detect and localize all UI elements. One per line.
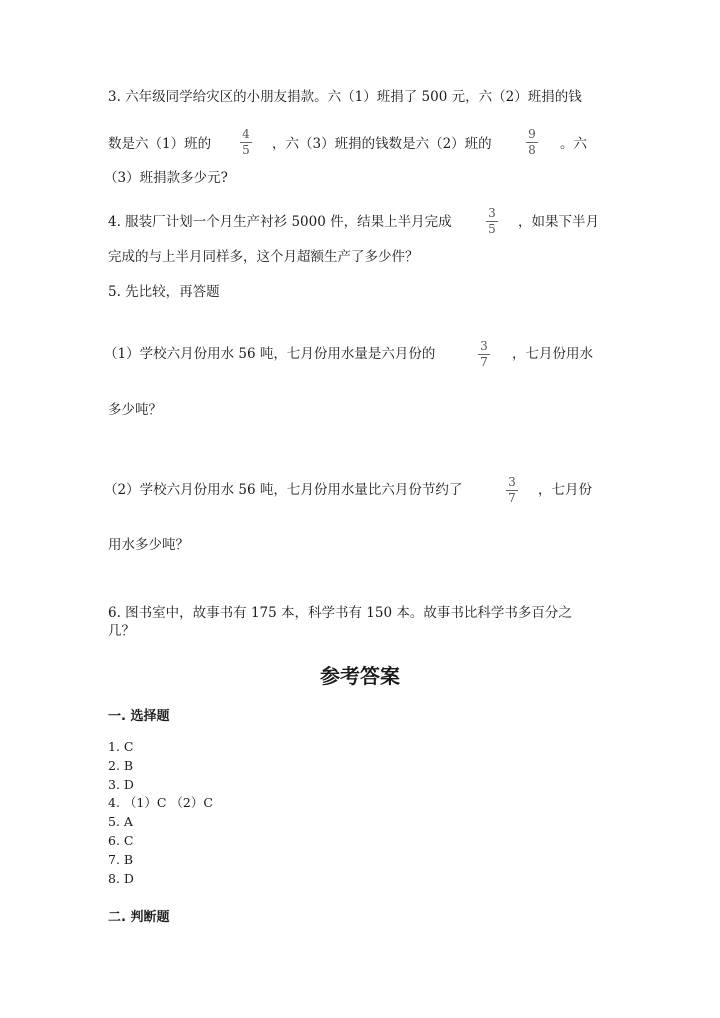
q5-part1-fraction-3-7 (478, 340, 490, 369)
q6-line-2: 几？ (108, 623, 135, 639)
fraction-denominator: 8 (528, 143, 536, 157)
answers-section-true-false: 二. 判断题 (108, 910, 170, 925)
q4-fraction-3-5 (486, 207, 498, 236)
fraction-denominator: 5 (488, 222, 496, 236)
fraction-numerator: 9 (528, 127, 536, 141)
q5-part2-text-c: 用水多少吨？ (108, 537, 189, 553)
answers-section-multiple-choice: 一. 选择题 (108, 709, 170, 724)
answer-item: 2. B (108, 758, 134, 773)
answer-item: 1. C (108, 739, 134, 754)
fraction-numerator: 3 (488, 206, 496, 220)
q4-line-1b: ，如果下半月 (518, 214, 599, 230)
q3-line-3: （3）班捐款多少元? (104, 170, 228, 186)
q5-title: 5. 先比较，再答题 (108, 284, 220, 300)
q3-line-2b: ，六（3）班捐的钱数是六（2）班的 (272, 136, 492, 152)
answer-item: 8. D (108, 871, 134, 886)
answer-item: 4. （1）C （2）C (108, 795, 213, 810)
q3-line-2a: 数是六（1）班的 (108, 136, 212, 152)
q3-fraction-9-8 (526, 128, 538, 157)
answer-item: 6. C (108, 833, 134, 848)
answer-item: 5. A (108, 814, 133, 829)
answers-title: 参考答案 (320, 664, 400, 688)
q3-fraction-4-5 (240, 128, 252, 157)
fraction-numerator: 3 (480, 339, 488, 353)
q5-part1-text-b: ，七月份用水 (512, 346, 593, 362)
answer-item: 7. B (108, 852, 134, 867)
answer-item: 3. D (108, 777, 134, 792)
fraction-denominator: 5 (242, 143, 250, 157)
q5-part2-fraction-3-7 (506, 476, 518, 505)
q5-part2-text-a: （2）学校六月份用水 56 吨，七月份用水量比六月份节约了 (104, 482, 463, 498)
fraction-numerator: 3 (508, 475, 516, 489)
q3-line-1: 3. 六年级同学给灾区的小朋友捐款。六（1）班捐了 500 元，六（2）班捐的钱 (108, 89, 582, 105)
fraction-denominator: 7 (508, 491, 516, 505)
fraction-denominator: 7 (480, 355, 488, 369)
fraction-numerator: 4 (242, 127, 250, 141)
q4-line-1a: 4. 服装厂计划一个月生产衬衫 5000 件，结果上半月完成 (108, 214, 452, 230)
q4-line-2: 完成的与上半月同样多，这个月超额生产了多少件？ (108, 249, 419, 265)
q6-line-1: 6. 图书室中，故事书有 175 本，科学书有 150 本。故事书比科学书多百分之 (108, 605, 572, 621)
q5-part1-text-a: （1）学校六月份用水 56 吨，七月份用水量是六月份的 (104, 346, 436, 362)
q5-part2-text-b: ，七月份 (538, 482, 592, 498)
q5-part1-text-c: 多少吨？ (108, 402, 162, 418)
q3-line-2c: 。六 (560, 136, 587, 152)
